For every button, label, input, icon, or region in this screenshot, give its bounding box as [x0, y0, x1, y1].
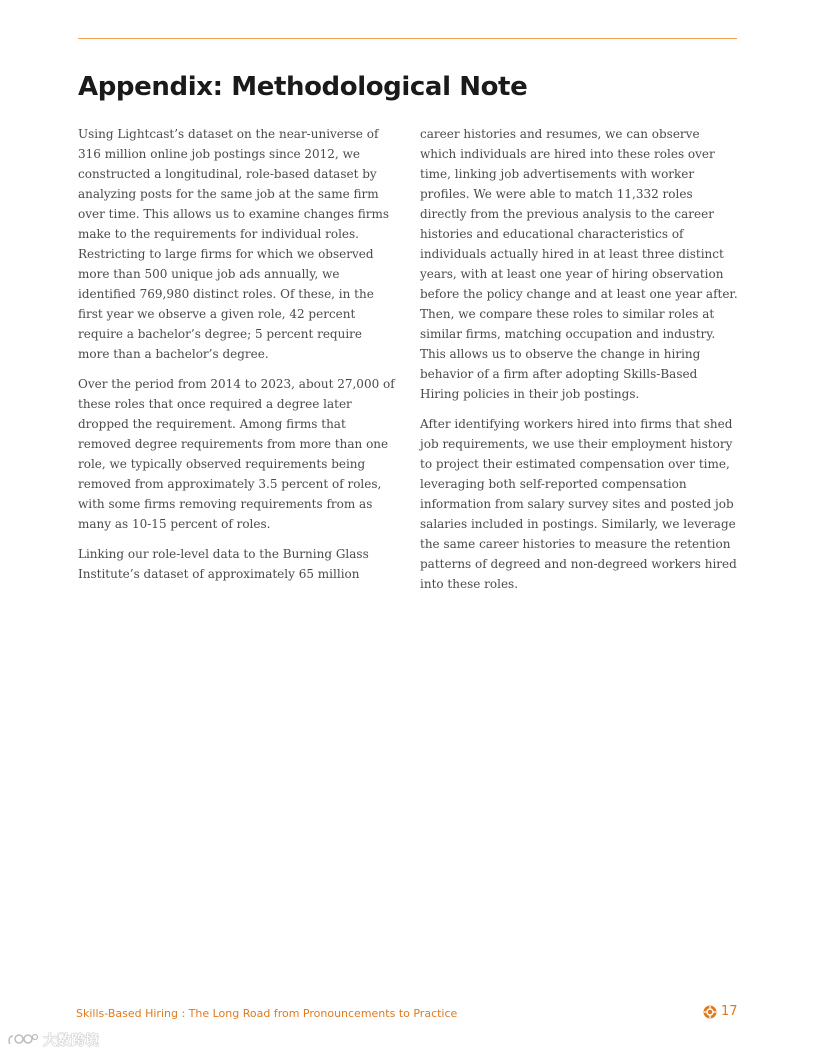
left-column [78, 124, 396, 594]
watermark [6, 1030, 99, 1050]
watermark-logo-icon [6, 1032, 40, 1048]
paragraph: After identifying workers hired into firms that shed job requirements, we use their employment history to project their estimated compensation over time, leveraging both self-reported compensation information from salary survey sites and posted job salaries included in postings. Similarly, we leverage the same career histories to measure the retention patterns of degreed and non-degreed workers hired into these roles. [420, 417, 737, 591]
page-number: 17 [721, 1004, 738, 1019]
watermark-text: 大数跨境 [43, 1033, 99, 1049]
footer-report-title: Skills-Based Hiring : The Long Road from Pronouncements to Practice [76, 1007, 458, 1020]
publisher-logo-icon [703, 1005, 717, 1019]
paragraph: Over the period from 2014 to 2023, about 27,000 of these roles that once required a degree later dropped the requirement. Among firms that removed degree requirements from more than one role, we typically observed requirements being removed from approximately 3.5 percent of roles, with some firms removing requirements from as many as 10-15 percent of roles. [78, 377, 395, 531]
header-rule [78, 38, 737, 39]
page-title: Appendix: Methodological Note [78, 72, 528, 102]
right-column [420, 124, 738, 604]
paragraph: career histories and resumes, we can observe which individuals are hired into these roles over time, linking job advertisements with worker profiles. We were able to match 11,332 roles directly from the previous analysis to the career histories and educational characteristics of individuals actually hired in at least three distinct years, with at least one year of hiring observation before the policy change and at least one year after. Then, we compare these roles to similar roles at similar firms, matching occupation and industry. This allows us to observe the change in hiring behavior of a firm after adopting Skills-Based Hiring policies in their job postings. [420, 127, 738, 401]
page-number-block [703, 1004, 738, 1019]
paragraph: Linking our role-level data to the Burning Glass Institute’s dataset of approximately 65 million [78, 547, 369, 581]
paragraph: Using Lightcast’s dataset on the near-universe of 316 million online job postings since 2012, we constructed a longitudinal, role-based dataset by analyzing posts for the same job at the same firm over time. This allows us to examine changes firms make to the requirements for individual roles. Restricting to large firms for which we observed more than 500 unique job ads annually, we identified 769,980 distinct roles. Of these, in the first year we observe a given role, 42 percent require a bachelor’s degree; 5 percent require more than a bachelor’s degree. [78, 127, 390, 361]
